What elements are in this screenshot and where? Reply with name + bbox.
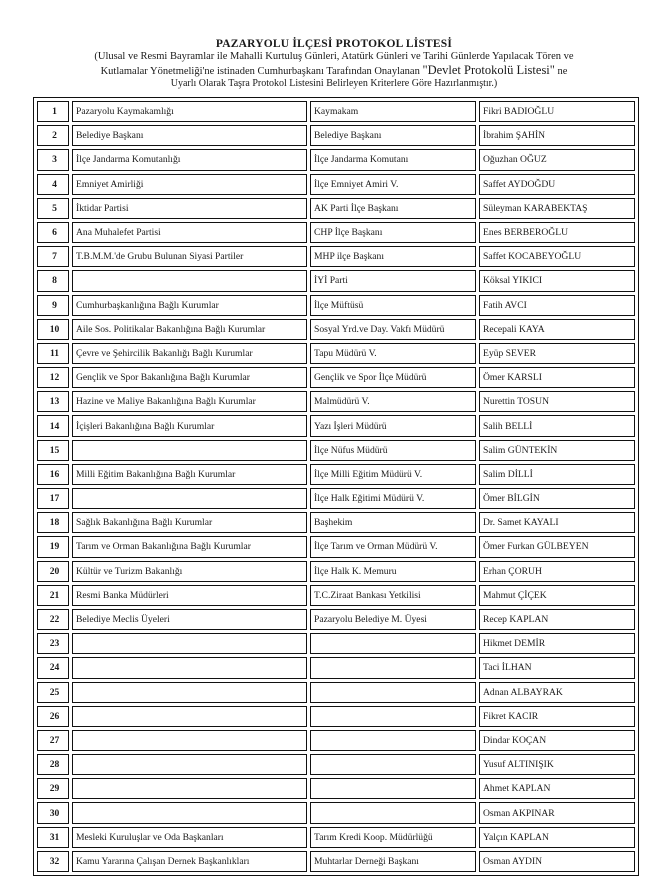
table-row bbox=[37, 270, 635, 291]
institution-cell bbox=[72, 754, 307, 775]
table-row bbox=[37, 415, 635, 436]
table-row bbox=[37, 827, 635, 848]
row-number: 18 bbox=[37, 512, 69, 533]
institution-cell: Milli Eğitim Bakanlığına Bağlı Kurumlar bbox=[72, 464, 307, 485]
position-cell: Tarım Kredi Koop. Müdürlüğü bbox=[310, 827, 476, 848]
name-cell: Adnan ALBAYRAK bbox=[479, 682, 635, 703]
name-cell: Hikmet DEMİR bbox=[479, 633, 635, 654]
position-cell: İlçe Tarım ve Orman Müdürü V. bbox=[310, 536, 476, 557]
row-number: 28 bbox=[37, 754, 69, 775]
institution-cell bbox=[72, 270, 307, 291]
institution-cell bbox=[72, 682, 307, 703]
position-cell: Tapu Müdürü V. bbox=[310, 343, 476, 364]
table-row bbox=[37, 657, 635, 678]
position-cell: Sosyal Yrd.ve Day. Vakfı Müdürü bbox=[310, 319, 476, 340]
institution-cell: Hazine ve Maliye Bakanlığına Bağlı Kurumlar bbox=[72, 391, 307, 412]
table-row bbox=[37, 730, 635, 751]
name-cell: İbrahim ŞAHİN bbox=[479, 125, 635, 146]
position-cell: Gençlik ve Spor İlçe Müdürü bbox=[310, 367, 476, 388]
name-cell: Recepali KAYA bbox=[479, 319, 635, 340]
row-number: 8 bbox=[37, 270, 69, 291]
position-cell: Pazaryolu Belediye M. Üyesi bbox=[310, 609, 476, 630]
row-number: 21 bbox=[37, 585, 69, 606]
name-cell: Oğuzhan OĞUZ bbox=[479, 149, 635, 170]
institution-cell: Gençlik ve Spor Bakanlığına Bağlı Kurumlar bbox=[72, 367, 307, 388]
name-cell: Recep KAPLAN bbox=[479, 609, 635, 630]
table-row bbox=[37, 198, 635, 219]
row-number: 30 bbox=[37, 802, 69, 823]
name-cell: Ömer Furkan GÜLBEYEN bbox=[479, 536, 635, 557]
position-cell: İlçe Emniyet Amiri V. bbox=[310, 174, 476, 195]
name-cell: Saffet AYDOĞDU bbox=[479, 174, 635, 195]
row-number: 29 bbox=[37, 778, 69, 799]
institution-cell: İktidar Partisi bbox=[72, 198, 307, 219]
row-number: 32 bbox=[37, 851, 69, 872]
name-cell: Taci İLHAN bbox=[479, 657, 635, 678]
table-row bbox=[37, 754, 635, 775]
position-cell: Yazı İşleri Müdürü bbox=[310, 415, 476, 436]
position-cell bbox=[310, 754, 476, 775]
subtitle-line-2-b: "Devlet Protokolü Listesi" bbox=[422, 62, 555, 77]
table-row bbox=[37, 512, 635, 533]
table-row bbox=[37, 464, 635, 485]
row-number: 10 bbox=[37, 319, 69, 340]
position-cell: İlçe Jandarma Komutanı bbox=[310, 149, 476, 170]
table-row bbox=[37, 488, 635, 509]
row-number: 11 bbox=[37, 343, 69, 364]
institution-cell: Mesleki Kuruluşlar ve Oda Başkanları bbox=[72, 827, 307, 848]
institution-cell bbox=[72, 440, 307, 461]
name-cell: Salim GÜNTEKİN bbox=[479, 440, 635, 461]
position-cell: Muhtarlar Derneği Başkanı bbox=[310, 851, 476, 872]
subtitle-line-2-c: ne bbox=[557, 65, 568, 77]
name-cell: Enes BERBEROĞLU bbox=[479, 222, 635, 243]
row-number: 19 bbox=[37, 536, 69, 557]
name-cell: Ahmet KAPLAN bbox=[479, 778, 635, 799]
position-cell bbox=[310, 657, 476, 678]
name-cell: Fikri BADIOĞLU bbox=[479, 101, 635, 122]
row-number: 14 bbox=[37, 415, 69, 436]
subtitle-line-2 bbox=[0, 64, 668, 79]
position-cell bbox=[310, 706, 476, 727]
institution-cell: Kamu Yararına Çalışan Dernek Başkanlıkları bbox=[72, 851, 307, 872]
name-cell: Yusuf ALTINIŞIK bbox=[479, 754, 635, 775]
row-number: 7 bbox=[37, 246, 69, 267]
subtitle-line-1: (Ulusal ve Resmi Bayramlar ile Mahalli Kurtuluş Günleri, Atatürk Günleri ve Tarihi Günlerde Yapılacak Tören ve bbox=[94, 51, 574, 62]
row-number: 27 bbox=[37, 730, 69, 751]
position-cell: Malmüdürü V. bbox=[310, 391, 476, 412]
table-row bbox=[37, 101, 635, 122]
institution-cell: Belediye Meclis Üyeleri bbox=[72, 609, 307, 630]
row-number: 23 bbox=[37, 633, 69, 654]
table-row bbox=[37, 706, 635, 727]
institution-cell: Belediye Başkanı bbox=[72, 125, 307, 146]
name-cell: Salih BELLİ bbox=[479, 415, 635, 436]
row-number: 12 bbox=[37, 367, 69, 388]
institution-cell bbox=[72, 633, 307, 654]
name-cell: Dr. Samet KAYALI bbox=[479, 512, 635, 533]
row-number: 5 bbox=[37, 198, 69, 219]
table-row bbox=[37, 319, 635, 340]
institution-cell: Aile Sos. Politikalar Bakanlığına Bağlı Kurumlar bbox=[72, 319, 307, 340]
institution-cell: Çevre ve Şehircilik Bakanlığı Bağlı Kurumlar bbox=[72, 343, 307, 364]
position-cell: Başhekim bbox=[310, 512, 476, 533]
institution-cell: Ana Muhalefet Partisi bbox=[72, 222, 307, 243]
institution-cell bbox=[72, 778, 307, 799]
position-cell: İlçe Milli Eğitim Müdürü V. bbox=[310, 464, 476, 485]
row-number: 22 bbox=[37, 609, 69, 630]
subtitle-line-2-a: Kutlamalar Yönetmeliği'ne istinaden Cumhurbaşkanı Tarafından Onaylanan bbox=[100, 65, 420, 77]
row-number: 4 bbox=[37, 174, 69, 195]
name-cell: Salim DİLLİ bbox=[479, 464, 635, 485]
institution-cell: Resmi Banka Müdürleri bbox=[72, 585, 307, 606]
table-row bbox=[37, 222, 635, 243]
table-row bbox=[37, 561, 635, 582]
position-cell: Kaymakam bbox=[310, 101, 476, 122]
table-row bbox=[37, 778, 635, 799]
row-number: 3 bbox=[37, 149, 69, 170]
table-row bbox=[37, 802, 635, 823]
position-cell bbox=[310, 633, 476, 654]
table-row bbox=[37, 440, 635, 461]
row-number: 6 bbox=[37, 222, 69, 243]
row-number: 1 bbox=[37, 101, 69, 122]
institution-cell: T.B.M.M.'de Grubu Bulunan Siyasi Partiler bbox=[72, 246, 307, 267]
name-cell: Yalçın KAPLAN bbox=[479, 827, 635, 848]
name-cell: Eyüp SEVER bbox=[479, 343, 635, 364]
position-cell: Belediye Başkanı bbox=[310, 125, 476, 146]
name-cell: Osman AYDIN bbox=[479, 851, 635, 872]
name-cell: Ömer BİLGİN bbox=[479, 488, 635, 509]
institution-cell bbox=[72, 802, 307, 823]
name-cell: Fatih AVCI bbox=[479, 295, 635, 316]
name-cell: Süleyman KARABEKTAŞ bbox=[479, 198, 635, 219]
position-cell: T.C.Ziraat Bankası Yetkilisi bbox=[310, 585, 476, 606]
document-subtitle bbox=[0, 51, 668, 78]
protocol-table bbox=[33, 97, 639, 876]
institution-cell: Tarım ve Orman Bakanlığına Bağlı Kurumlar bbox=[72, 536, 307, 557]
row-number: 31 bbox=[37, 827, 69, 848]
row-number: 17 bbox=[37, 488, 69, 509]
name-cell: Dindar KOÇAN bbox=[479, 730, 635, 751]
position-cell: CHP İlçe Başkanı bbox=[310, 222, 476, 243]
table-row bbox=[37, 125, 635, 146]
institution-cell: Sağlık Bakanlığına Bağlı Kurumlar bbox=[72, 512, 307, 533]
institution-cell: Emniyet Amirliği bbox=[72, 174, 307, 195]
table-row bbox=[37, 174, 635, 195]
position-cell bbox=[310, 778, 476, 799]
position-cell: AK Parti İlçe Başkanı bbox=[310, 198, 476, 219]
table-row bbox=[37, 246, 635, 267]
subtitle-line-3: Uyarlı Olarak Taşra Protokol Listesini Belirleyen Kriterlere Göre Hazırlanmıştır.) bbox=[170, 78, 498, 89]
institution-cell bbox=[72, 657, 307, 678]
row-number: 9 bbox=[37, 295, 69, 316]
institution-cell: İçişleri Bakanlığına Bağlı Kurumlar bbox=[72, 415, 307, 436]
name-cell: Erhan ÇORUH bbox=[479, 561, 635, 582]
row-number: 15 bbox=[37, 440, 69, 461]
table-row bbox=[37, 391, 635, 412]
row-number: 26 bbox=[37, 706, 69, 727]
row-number: 2 bbox=[37, 125, 69, 146]
table-row bbox=[37, 585, 635, 606]
name-cell: Köksal YIKICI bbox=[479, 270, 635, 291]
protocol-table-body bbox=[37, 101, 635, 872]
institution-cell: İlçe Jandarma Komutanlığı bbox=[72, 149, 307, 170]
document-title: PAZARYOLU İLÇESİ PROTOKOL LİSTESİ bbox=[215, 38, 453, 50]
table-row bbox=[37, 367, 635, 388]
name-cell: Ömer KARSLI bbox=[479, 367, 635, 388]
table-row bbox=[37, 343, 635, 364]
table-row bbox=[37, 295, 635, 316]
table-row bbox=[37, 609, 635, 630]
document-header bbox=[0, 37, 668, 90]
name-cell: Osman AKPINAR bbox=[479, 802, 635, 823]
position-cell: İlçe Halk K. Memuru bbox=[310, 561, 476, 582]
table-row bbox=[37, 536, 635, 557]
institution-cell bbox=[72, 730, 307, 751]
position-cell: İlçe Müftüsü bbox=[310, 295, 476, 316]
institution-cell: Kültür ve Turizm Bakanlığı bbox=[72, 561, 307, 582]
row-number: 24 bbox=[37, 657, 69, 678]
row-number: 20 bbox=[37, 561, 69, 582]
position-cell bbox=[310, 682, 476, 703]
table-row bbox=[37, 149, 635, 170]
position-cell: İYİ Parti bbox=[310, 270, 476, 291]
name-cell: Mahmut ÇİÇEK bbox=[479, 585, 635, 606]
row-number: 25 bbox=[37, 682, 69, 703]
position-cell: İlçe Nüfus Müdürü bbox=[310, 440, 476, 461]
name-cell: Saffet KOCABEYOĞLU bbox=[479, 246, 635, 267]
table-row bbox=[37, 682, 635, 703]
row-number: 16 bbox=[37, 464, 69, 485]
name-cell: Nurettin TOSUN bbox=[479, 391, 635, 412]
institution-cell bbox=[72, 488, 307, 509]
position-cell bbox=[310, 802, 476, 823]
position-cell: İlçe Halk Eğitimi Müdürü V. bbox=[310, 488, 476, 509]
institution-cell: Pazaryolu Kaymakamlığı bbox=[72, 101, 307, 122]
position-cell bbox=[310, 730, 476, 751]
row-number: 13 bbox=[37, 391, 69, 412]
institution-cell bbox=[72, 706, 307, 727]
institution-cell: Cumhurbaşkanlığına Bağlı Kurumlar bbox=[72, 295, 307, 316]
position-cell: MHP ilçe Başkanı bbox=[310, 246, 476, 267]
name-cell: Fikret KACIR bbox=[479, 706, 635, 727]
table-row bbox=[37, 633, 635, 654]
